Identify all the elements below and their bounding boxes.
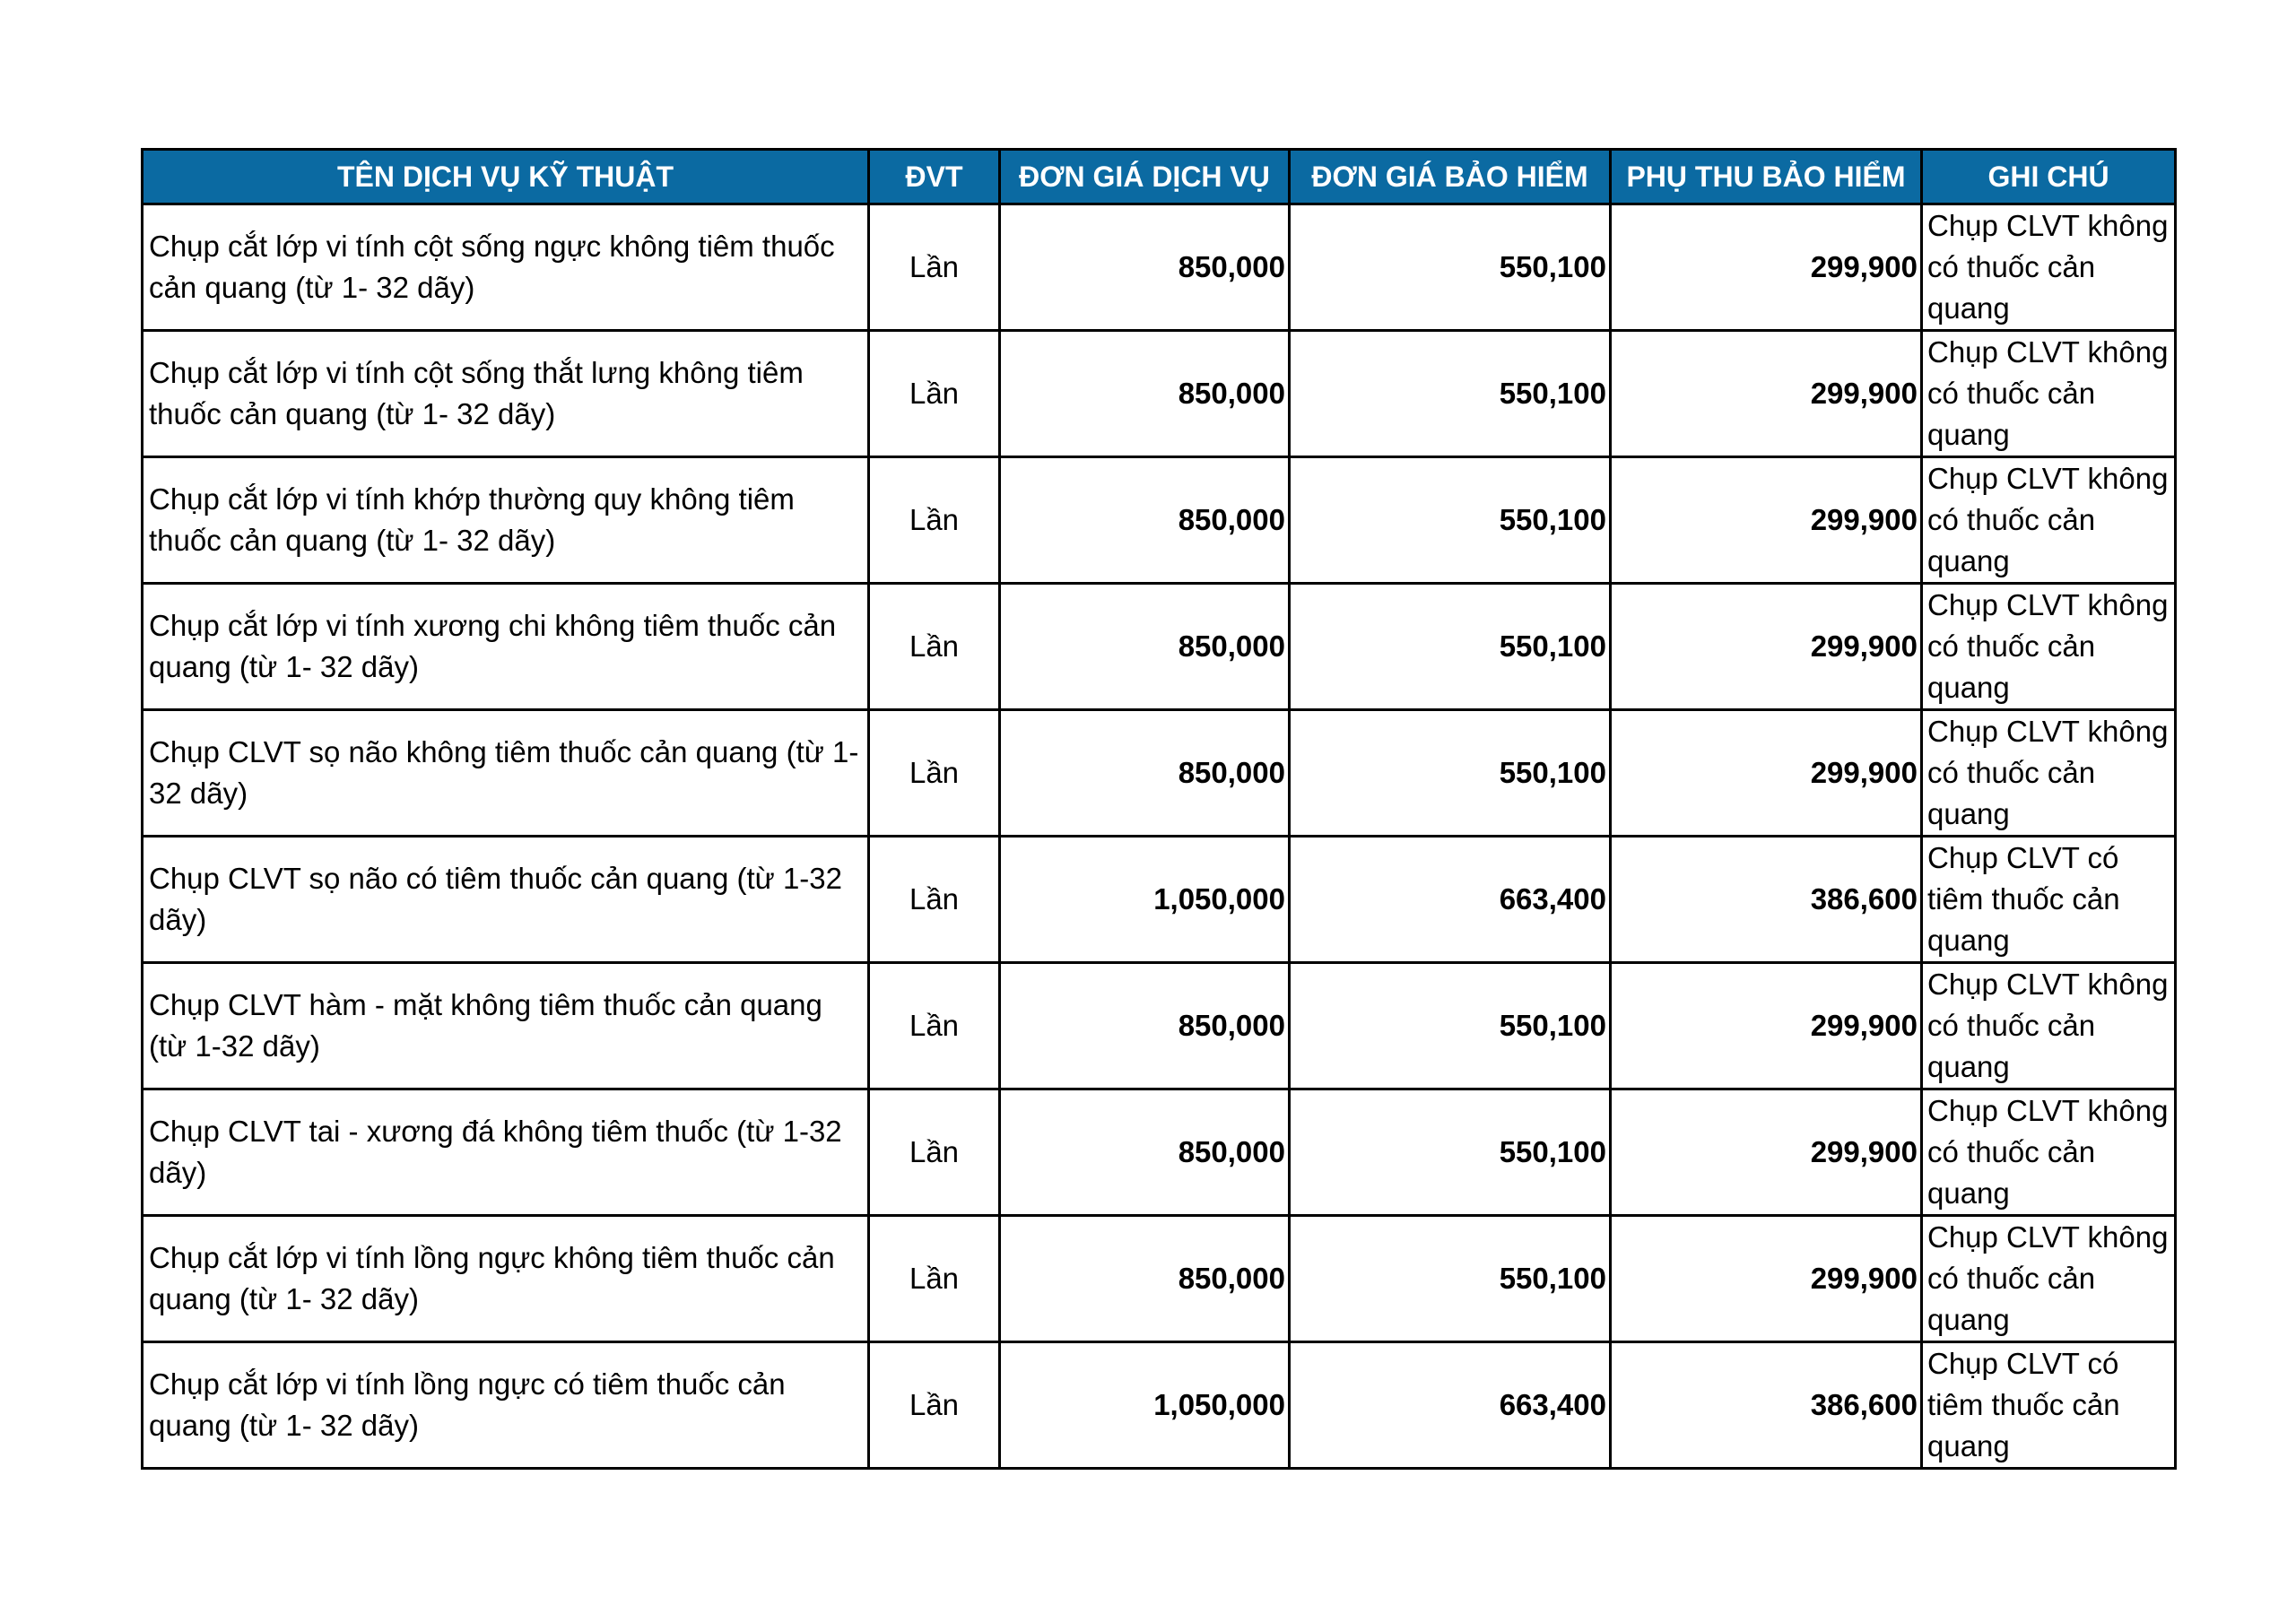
cell-insurance-price: 550,100 bbox=[1290, 963, 1611, 1089]
table-row bbox=[143, 837, 2176, 963]
cell-note: Chụp CLVT không có thuốc cản quang bbox=[1922, 584, 2176, 710]
cell-service-name: Chụp cắt lớp vi tính xương chi không tiêm thuốc cản quang (từ 1- 32 dãy) bbox=[143, 584, 869, 710]
cell-service-name: Chụp cắt lớp vi tính khớp thường quy không tiêm thuốc cản quang (từ 1- 32 dãy) bbox=[143, 457, 869, 584]
cell-insurance-surcharge: 299,900 bbox=[1611, 584, 1922, 710]
cell-unit: Lần bbox=[869, 204, 1000, 331]
cell-service-name: Chụp CLVT sọ não không tiêm thuốc cản quang (từ 1- 32 dãy) bbox=[143, 710, 869, 837]
cell-unit: Lần bbox=[869, 1216, 1000, 1342]
cell-service-price: 850,000 bbox=[1000, 710, 1290, 837]
cell-insurance-surcharge: 299,900 bbox=[1611, 1216, 1922, 1342]
cell-unit: Lần bbox=[869, 963, 1000, 1089]
cell-unit: Lần bbox=[869, 584, 1000, 710]
cell-unit: Lần bbox=[869, 331, 1000, 457]
cell-insurance-surcharge: 299,900 bbox=[1611, 457, 1922, 584]
cell-service-price: 850,000 bbox=[1000, 204, 1290, 331]
cell-unit: Lần bbox=[869, 837, 1000, 963]
table-row bbox=[143, 1216, 2176, 1342]
table-row bbox=[143, 710, 2176, 837]
cell-insurance-price: 550,100 bbox=[1290, 331, 1611, 457]
cell-insurance-price: 550,100 bbox=[1290, 710, 1611, 837]
cell-service-name: Chụp CLVT tai - xương đá không tiêm thuốc (từ 1-32 dãy) bbox=[143, 1089, 869, 1216]
cell-insurance-surcharge: 299,900 bbox=[1611, 963, 1922, 1089]
header-service-price: ĐƠN GIÁ DỊCH VỤ bbox=[1000, 150, 1290, 204]
cell-insurance-price: 663,400 bbox=[1290, 1342, 1611, 1469]
service-price-table bbox=[141, 148, 2177, 1470]
cell-service-name: Chụp CLVT hàm - mặt không tiêm thuốc cản quang (từ 1-32 dãy) bbox=[143, 963, 869, 1089]
cell-unit: Lần bbox=[869, 710, 1000, 837]
cell-insurance-surcharge: 386,600 bbox=[1611, 1342, 1922, 1469]
cell-insurance-price: 550,100 bbox=[1290, 1216, 1611, 1342]
table-header bbox=[143, 150, 2176, 204]
cell-insurance-surcharge: 299,900 bbox=[1611, 710, 1922, 837]
cell-note: Chụp CLVT không có thuốc cản quang bbox=[1922, 710, 2176, 837]
cell-insurance-price: 550,100 bbox=[1290, 204, 1611, 331]
cell-note: Chụp CLVT có tiêm thuốc cản quang bbox=[1922, 1342, 2176, 1469]
cell-insurance-surcharge: 299,900 bbox=[1611, 204, 1922, 331]
cell-service-price: 1,050,000 bbox=[1000, 837, 1290, 963]
cell-service-price: 1,050,000 bbox=[1000, 1342, 1290, 1469]
table-row bbox=[143, 1342, 2176, 1469]
cell-insurance-price: 550,100 bbox=[1290, 1089, 1611, 1216]
cell-service-name: Chụp cắt lớp vi tính cột sống ngực không tiêm thuốc cản quang (từ 1- 32 dãy) bbox=[143, 204, 869, 331]
cell-insurance-price: 550,100 bbox=[1290, 584, 1611, 710]
header-service-name: TÊN DỊCH VỤ KỸ THUẬT bbox=[143, 150, 869, 204]
table-row bbox=[143, 1089, 2176, 1216]
cell-note: Chụp CLVT không có thuốc cản quang bbox=[1922, 204, 2176, 331]
table-row bbox=[143, 457, 2176, 584]
cell-note: Chụp CLVT không có thuốc cản quang bbox=[1922, 457, 2176, 584]
cell-service-name: Chụp cắt lớp vi tính cột sống thắt lưng không tiêm thuốc cản quang (từ 1- 32 dãy) bbox=[143, 331, 869, 457]
cell-insurance-price: 663,400 bbox=[1290, 837, 1611, 963]
cell-service-name: Chụp CLVT sọ não có tiêm thuốc cản quang (từ 1-32 dãy) bbox=[143, 837, 869, 963]
cell-unit: Lần bbox=[869, 1342, 1000, 1469]
table-row bbox=[143, 331, 2176, 457]
cell-insurance-surcharge: 386,600 bbox=[1611, 837, 1922, 963]
table-body bbox=[143, 204, 2176, 1469]
cell-service-price: 850,000 bbox=[1000, 331, 1290, 457]
cell-insurance-surcharge: 299,900 bbox=[1611, 1089, 1922, 1216]
cell-unit: Lần bbox=[869, 457, 1000, 584]
cell-service-price: 850,000 bbox=[1000, 1216, 1290, 1342]
cell-service-price: 850,000 bbox=[1000, 963, 1290, 1089]
cell-unit: Lần bbox=[869, 1089, 1000, 1216]
header-insurance-surcharge: PHỤ THU BẢO HIỂM bbox=[1611, 150, 1922, 204]
header-insurance-price: ĐƠN GIÁ BẢO HIỂM bbox=[1290, 150, 1611, 204]
table-row bbox=[143, 963, 2176, 1089]
cell-service-name: Chụp cắt lớp vi tính lồng ngực có tiêm thuốc cản quang (từ 1- 32 dãy) bbox=[143, 1342, 869, 1469]
cell-service-price: 850,000 bbox=[1000, 1089, 1290, 1216]
cell-insurance-price: 550,100 bbox=[1290, 457, 1611, 584]
cell-service-price: 850,000 bbox=[1000, 584, 1290, 710]
cell-note: Chụp CLVT không có thuốc cản quang bbox=[1922, 1089, 2176, 1216]
header-unit: ĐVT bbox=[869, 150, 1000, 204]
cell-note: Chụp CLVT không có thuốc cản quang bbox=[1922, 1216, 2176, 1342]
cell-insurance-surcharge: 299,900 bbox=[1611, 331, 1922, 457]
cell-service-name: Chụp cắt lớp vi tính lồng ngực không tiêm thuốc cản quang (từ 1- 32 dãy) bbox=[143, 1216, 869, 1342]
header-row bbox=[143, 150, 2176, 204]
cell-service-price: 850,000 bbox=[1000, 457, 1290, 584]
cell-note: Chụp CLVT có tiêm thuốc cản quang bbox=[1922, 837, 2176, 963]
table-row bbox=[143, 204, 2176, 331]
cell-note: Chụp CLVT không có thuốc cản quang bbox=[1922, 331, 2176, 457]
table-row bbox=[143, 584, 2176, 710]
header-note: GHI CHÚ bbox=[1922, 150, 2176, 204]
cell-note: Chụp CLVT không có thuốc cản quang bbox=[1922, 963, 2176, 1089]
